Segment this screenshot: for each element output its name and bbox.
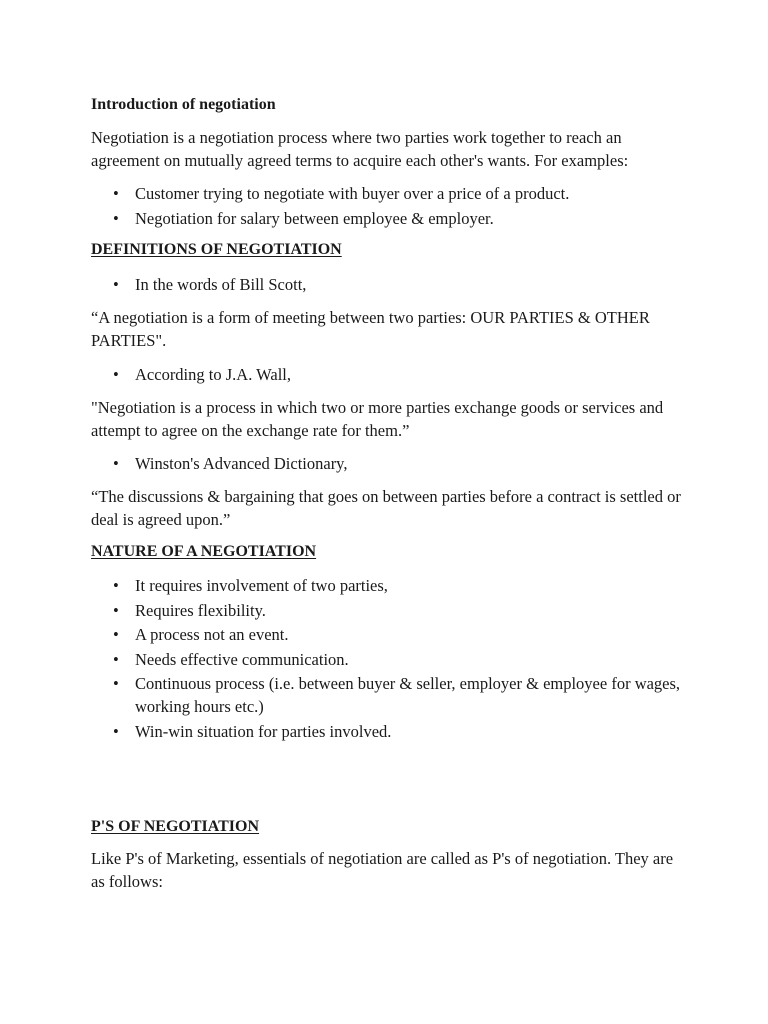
list-item: • Win-win situation for parties involved. xyxy=(113,721,392,741)
list-item: • Continuous process (i.e. between buyer & seller, employer & employee for wages, working hours etc.) xyxy=(113,674,681,716)
bullet-icon: • xyxy=(113,275,119,294)
ps-paragraph: Like P's of Marketing, essentials of negotiation are called as P's of negotiation. They are as follows: xyxy=(91,849,674,891)
bullet-icon: • xyxy=(113,208,119,228)
definition-source-1 xyxy=(91,273,681,298)
bullet-icon: • xyxy=(113,674,119,693)
list-item: • Needs effective communication. xyxy=(113,649,349,669)
definition-quote-3: “The discussions & bargaining that goes on between parties before a contract is settled or deal is agreed upon.” xyxy=(91,487,681,529)
definition-quote-1: “A negotiation is a form of meeting between two parties: OUR PARTIES & OTHER PARTIES". xyxy=(91,308,650,350)
bullet-icon: • xyxy=(113,576,119,595)
nature-points-list xyxy=(91,574,681,744)
list-item: • Negotiation for salary between employee & employer. xyxy=(113,208,494,228)
intro-heading: Introduction of negotiation xyxy=(91,96,276,113)
definition-source-2 xyxy=(91,363,681,388)
intro-examples-list xyxy=(91,182,681,231)
list-item: • Requires flexibility. xyxy=(113,600,266,620)
list-item: • It requires involvement of two parties, xyxy=(113,576,388,595)
ps-heading: P'S OF NEGOTIATION xyxy=(91,818,260,835)
list-item: • In the words of Bill Scott, xyxy=(113,275,307,294)
list-item: • Customer trying to negotiate with buyer over a price of a product. xyxy=(113,184,570,203)
list-item: • Winston's Advanced Dictionary, xyxy=(113,454,348,473)
bullet-icon: • xyxy=(113,649,119,669)
list-item: • A process not an event. xyxy=(113,625,289,644)
bullet-icon: • xyxy=(113,721,119,741)
definition-quote-2: "Negotiation is a process in which two or more parties exchange goods or services and attempt to agree on the exchange rate for them.” xyxy=(91,398,664,440)
bullet-icon: • xyxy=(113,600,119,620)
intro-paragraph: Negotiation is a negotiation process where two parties work together to reach an agreement on mutually agreed terms to acquire each other's wants. For examples: xyxy=(91,128,629,170)
list-item: • According to J.A. Wall, xyxy=(113,365,292,384)
definition-source-3 xyxy=(91,452,681,477)
bullet-icon: • xyxy=(113,184,119,203)
bullet-icon: • xyxy=(113,454,119,473)
nature-heading: NATURE OF A NEGOTIATION xyxy=(91,543,317,560)
bullet-icon: • xyxy=(113,625,119,644)
definitions-heading: DEFINITIONS OF NEGOTIATION xyxy=(91,241,342,258)
bullet-icon: • xyxy=(113,365,119,384)
